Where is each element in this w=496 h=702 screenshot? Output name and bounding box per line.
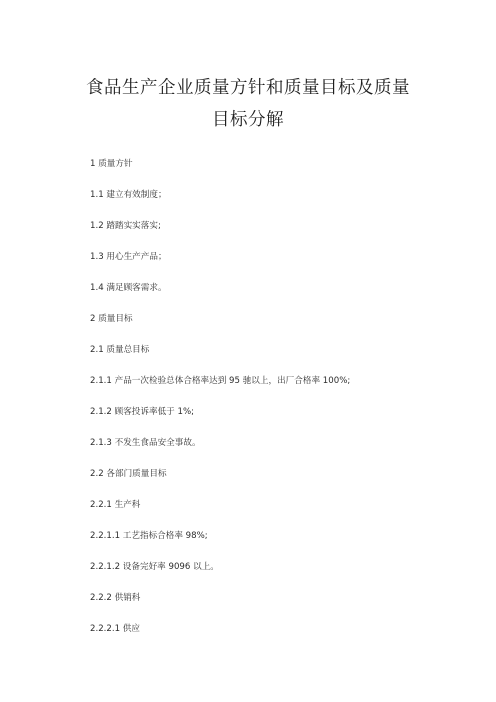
section-heading: 2 质量目标 <box>90 314 133 324</box>
list-item: 2.1.1 产品一次检验总体合格率达到 95 驰以上，出厂合格率 100%; <box>90 376 351 386</box>
list-item: 2.1.3 不发生食品安全事故。 <box>90 438 201 448</box>
list-item: 1.4 满足顾客需求。 <box>90 283 167 293</box>
subsection-heading: 2.1 质量总目标 <box>90 345 150 355</box>
list-item: 2.2.2.1 供应 <box>90 624 140 634</box>
list-item: 1.2 踏踏实实落实; <box>90 221 161 231</box>
list-item: 2.2.1.1 工艺指标合格率 98%; <box>90 531 208 541</box>
list-item: 2.2.1.2 设备完好率 9096 以上。 <box>90 562 219 572</box>
subsection-heading: 2.2 各部门质量目标 <box>90 469 167 479</box>
list-item: 2.2.1 生产科 <box>90 500 141 510</box>
list-item: 1.3 用心生产产品； <box>90 252 167 262</box>
list-item: 2.1.2 顾客投诉率低于 1%; <box>90 407 195 417</box>
list-item: 2.2.2 供销科 <box>90 593 141 603</box>
list-item: 1.1 建立有效制度； <box>90 190 167 200</box>
document-title-line-2: 目标分解 <box>212 110 284 130</box>
section-heading: 1 质量方针 <box>90 159 133 169</box>
document-title-line-1: 食品生产企业质量方针和质量目标及质量 <box>86 78 410 98</box>
